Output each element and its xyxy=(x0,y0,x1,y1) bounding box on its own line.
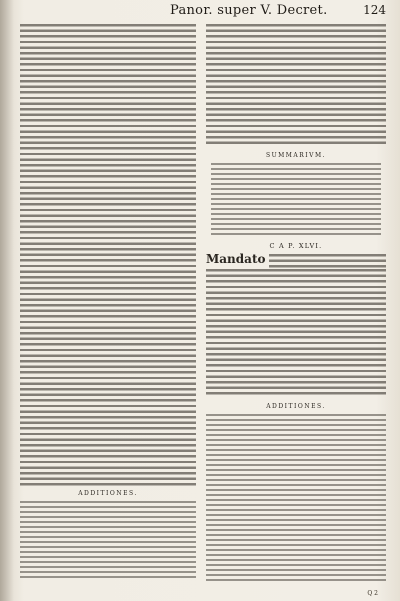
right-additiones-heading: ADDITIONES. xyxy=(266,403,326,410)
left-additiones-heading: ADDITIONES. xyxy=(78,490,138,497)
catch-word: Q 2 xyxy=(367,590,378,597)
left-body-text xyxy=(20,24,196,486)
left-additiones-text xyxy=(20,501,196,579)
mandato-initial-word: Mandato xyxy=(206,252,266,266)
left-column xyxy=(20,24,196,584)
right-body-text-top xyxy=(206,24,386,144)
chapter-opening xyxy=(206,253,386,268)
chapter-heading: C A P. XLVI. xyxy=(269,242,323,250)
right-column xyxy=(206,24,386,584)
right-additiones-text xyxy=(206,414,386,584)
running-header xyxy=(140,3,390,25)
right-body-text-main xyxy=(206,269,386,397)
gutter-shadow xyxy=(0,0,14,601)
chapter-opening-line xyxy=(269,254,387,268)
running-title: Panor. super V. Decret. xyxy=(170,3,328,18)
summarium-heading: SUMMARIVM. xyxy=(265,152,327,159)
folio-number: 124 xyxy=(363,3,386,17)
summarium-text xyxy=(211,163,380,237)
